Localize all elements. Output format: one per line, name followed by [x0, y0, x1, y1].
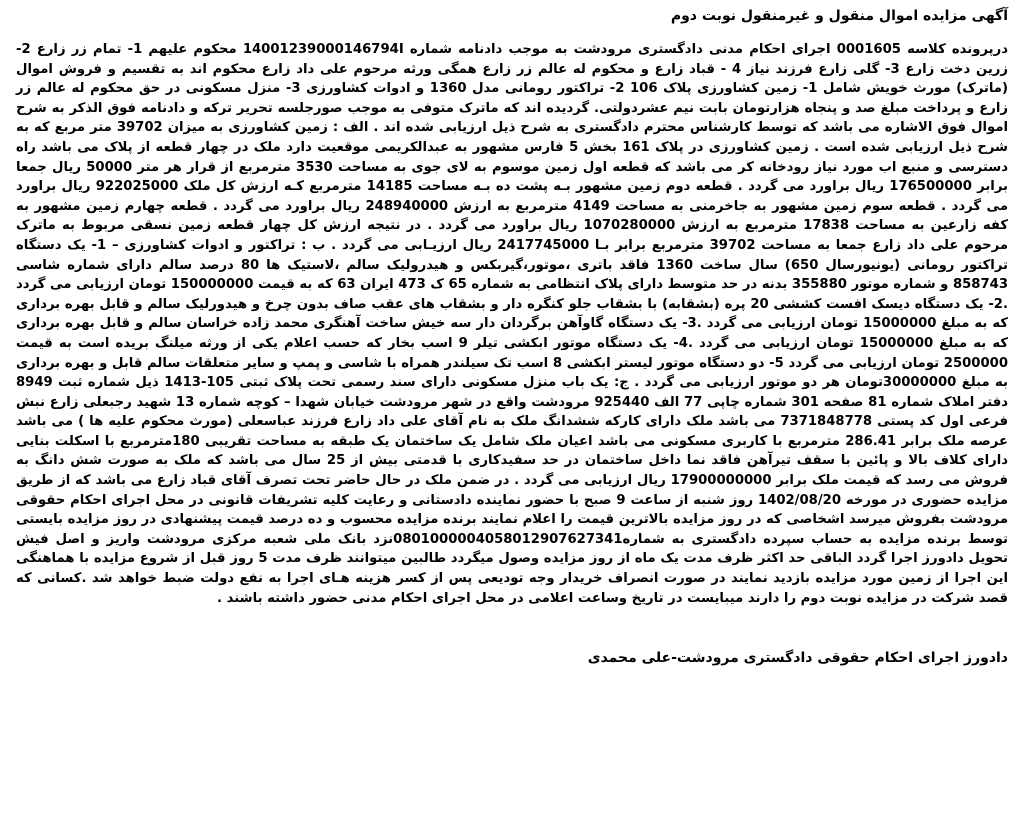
notice-body: درپرونده کلاسه 0001605 اجرای احکام مدنی دادگستری مرودشت به موجب دادنامه شماره 14001239000146794I محکوم علیهم 1- تمام زر زارع 2- زرین دخت زارع 3- گلی زارع فرزند نیاز 4 - قباد زارع و محکوم له عالم زر زارع همگی ورثه مرحوم علی داد زارع محکوم اند به تقسیم و فروش اموال (ماترک) مورث خویش شامل 1- زمین کشاورزی پلاک 106 2- تراکتور رومانی مدل 1360 و ادوات کشاورزی 3- منزل مسکونی در حق محکوم له عالم زر زارع و پرداخت مبلغ صد و پنجاه هزارتومان بابت نیم عشردولتی. گردیده اند که ماترک متوفی به موجب صورجلسه تحریر ترکه و دادنامه فوق الذکر به شرح اموال فوق الاشاره می باشد که توسط کارشناس محترم دادگستری به شرح ذیل ارزیابی شده اند . الف : زمین کشاورزی به میزان 39702 متر مربع که به شرح ذیل ارزیابی شده است . زمین کشاورزی در پلاک 161 بخش 5 فارس مشهور به عبدالکریمی موقعیت دارد ملک در چهار قطعه از پلاک می باشد راه دسترسی و منبع اب مورد نیاز رودخانه کر می باشد که قطعه اول زمین موسوم به لای جوی به مساحت 3530 مترمربع از قرار هر متر 50000 ریال جمعا برابر 176500000 ریال براورد می گردد . قطعه دوم زمین مشهور بـه پشت ده بـه مساحت 14185 مترمربع کـه ارزش کل ملک 922025000 ریال براورد می گردد . قطعه سوم زمین مشهور به جاخرمنی به مساحت 4149 مترمربع به ارزش 248940000 ریال براورد می گردد . قطعه چهارم زمین مشهور به کفه زارعین به مساحت 17838 مترمربع به ارزش 1070280000 ریال براورد می گردد . در نتیجه ارزش کل چهار قطعه زمین نسقی مربوط به ماترک مرحوم علی داد زارع جمعا به مساحت 39702 مترمربع برابر بـا 2417745000 ریال ارزیـابی می گردد . ب : تراکتور و ادوات کشاورزی – 1- یک دستگاه تراکتور رومانی (یونیورسال 650) سال ساخت 1360 فاقد باتری ،موتور،گیربکس و هیدرولیک سالم ،لاستیک ها 80 درصد سالم دارای شماره شاسی 858743 و شماره موتور 355880 بدنه در حد متوسط دارای پلاک انتظامی به شماره 65 ک 473 ایران 63 که به قیمت 150000000 تومان ارزیابی می گردد .2- یک دستگاه دیسک افست کششی 20 پره (بشقابه) با بشقاب جلو کنگره دار و بشقاب های عقب صاف بدون چرخ و هیدورلیک سالم و قابل بهره برداری که به مبلغ 15000000 تومان ارزیابی می گردد .3- یک دستگاه گاوآهن برگردان دار سه خیش ساخت آهنگری محمد زاده خراسان سالم و قابل بهره برداری که به مبلغ 15000000 تومان ارزیابی می گردد .4- یک دستگاه موتور ابکشی تیلر 9 اسب بخار که حسب اعلام یکی از ورثه میلنگ بریده است به قیمت 2500000 تومان ارزیابی می گردد 5- دو دستگاه موتور لیستر ابکشی 8 اسب تک سیلندر همراه با شاسی و پمپ و سایر متعلقات سالم قابل و بهره برداری به مبلغ 30000000تومان هر دو موتور ارزیابی می گردد . ج: یک باب منزل مسکونی دارای سند رسمی تحت پلاک ثبتی 105-1413 ذیل شماره ثبت 8949 دفتر املاک شماره 81 صفحه 301 شماره چاپی 77 الف 925440 مرودشت واقع در شهر مرودشت خیابان شهدا – کوچه شماره 13 شهید رجبعلی زارع نبش فرعی اول کد پستی 7371848778 می باشد ملک دارای کارکه ششدانگ ملک به نام آقای علی داد زارع فرزند عباسعلی (مورث محکوم علیه ها ) می باشد عرصه ملک برابر 286.41 مترمربع با کاربری مسکونی می باشد اعیان ملک شامل یک ساختمان یک طبقه به مساحت تقریبی 180مترمربع با اسکلت بنایی دارای کلاف بالا و پائین با سقف تیرآهن فاقد نما داخل ساختمان در حد سفیدکاری با قدمتی بیش از 25 سال می باشد که ملک به صورت شش دانگ به فروش می رسد که قیمت ملک برابر 17900000000 ریال ارزیابی می گردد . در ضمن ملک در حال حاضر تحت تصرف آقای قباد زارع می باشد که از طریق مزایده حضوری در مورخه 1402/08/20 روز شنبه از ساعت 9 صبح با حضور نماینده دادستانی و رعایت کلیه تشریفات قانونی در محل اجرای احکام حقوقی مرودشت بفروش میرسد اشخاصی که در روز مزایده بالاترین قیمت را اعلام نمایند برنده مزایده محسوب و ده درصد قیمت پیشنهادی در روز مزایده بایستی توسط برنده مزایده به حساب سپرده دادگستری به شماره0801000004058012907627341نزد بانک ملی شعبه مرکزی مرودشت واریز و اصل فیش تحویل دادورز اجرا گردد الباقی حد اکثر ظرف مدت یک ماه از روز مزایده وصول میگردد طالبین میتوانند ظرف مدت 5 روز قبل از شروع مزایده با هماهنگی این اجرا از زمین مورد مزایده بازدید نمایند در صورت انصراف خریدار وجه تودیعی پس از کسر هزینه هـای اجرا به نفع دولت ضبط خواهد شد .کسانی که قصد شرکت در مزایده نوبت دوم را دارند میبایست در تاریخ وساعت اعلامی در محل اجرای احکام مدنی حضور داشته باشند . — [16, 42, 1009, 606]
notice-title: آگهی مزایده اموال منقول و غیرمنقول نوبت دوم — [670, 8, 1008, 24]
notice-signature: دادورز اجرای احکام حقوقی دادگستری مرودشت-علی محمدی — [587, 650, 1008, 667]
